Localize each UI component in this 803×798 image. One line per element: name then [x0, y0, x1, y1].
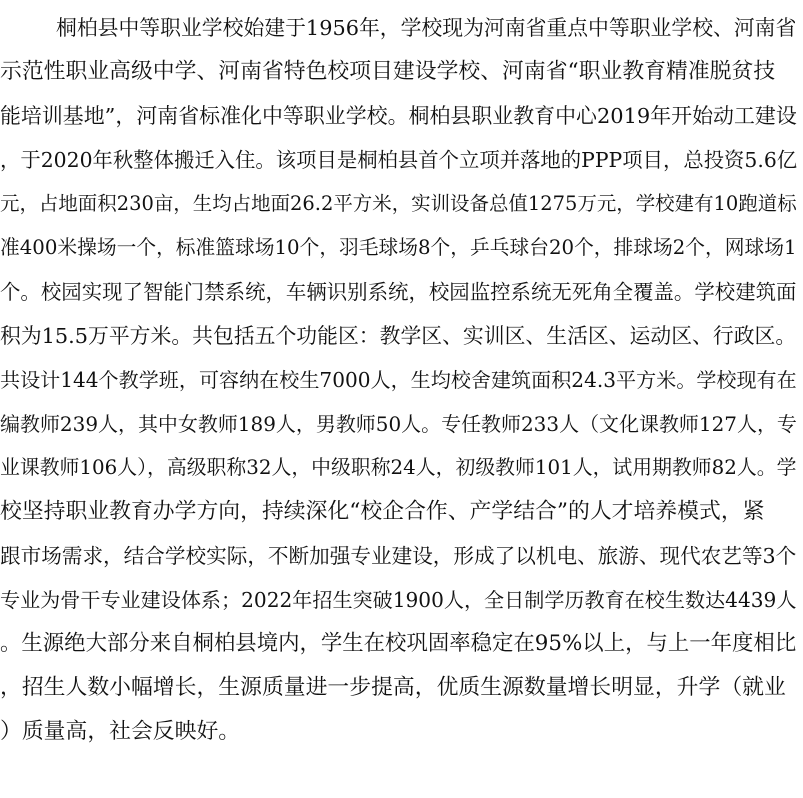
paragraph-line: 准400米操场一个，标准篮球场10个，羽毛球场8个，乒乓球台20个，排球场2个，网球场1 [0, 236, 797, 259]
paragraph-line: 编教师239人，其中女教师189人，男教师50人。专任教师233人（文化课教师127人，专 [0, 412, 797, 436]
paragraph-line: 业课教师106人），高级职称32人，中级职称24人，初级教师101人，试用期教师82人。学 [0, 456, 797, 479]
paragraph-line: 。生源绝大部分来自桐柏县境内，学生在校巩固率稳定在95%以上，与上一年度相比 [0, 631, 797, 656]
paragraph-line: 专业为骨干专业建设体系；2022年招生突破1900人，全日制学历教育在校生数达4439人 [0, 588, 797, 612]
paragraph-line: 校坚持职业教育办学方向，持续深化“校企合作、产学结合”的人才培养模式，紧 [0, 499, 765, 524]
paragraph-line: 桐柏县中等职业学校始建于1956年，学校现为河南省重点中等职业学校、河南省 [56, 16, 797, 40]
paragraph-line: ，于2020年秋整体搬迁入住。该项目是桐柏县首个立项并落地的PPP项目，总投资5.6亿 [0, 148, 798, 172]
paragraph-line: ，招生人数小幅增长，生源质量进一步提高，优质生源数量增长明显，升学（就业 [0, 675, 786, 700]
paragraph-line: ）质量高，社会反映好。 [0, 719, 241, 744]
paragraph-line: 积为15.5万平方米。共包括五个功能区：教学区、实训区、生活区、运动区、行政区。 [0, 324, 797, 348]
paragraph-line: 跟市场需求，结合学校实际，不断加强专业建设，形成了以机电、旅游、现代农艺等3个 [0, 544, 797, 568]
paragraph-line: 示范性职业高级中学、河南省特色校项目建设学校、河南省“职业教育精准脱贫技 [0, 59, 776, 84]
paragraph-line: 个。校园实现了智能门禁系统，车辆识别系统，校园监控系统无死角全覆盖。学校建筑面 [0, 280, 797, 304]
paragraph-line: 能培训基地”，河南省标准化中等职业学校。桐柏县职业教育中心2019年开始动工建设 [0, 104, 797, 128]
paragraph-line: 共设计144个教学班，可容纳在校生7000人，生均校舍建筑面积24.3平方米。学校现有在 [0, 368, 797, 392]
paragraph-line: 元，占地面积230亩，生均占地面26.2平方米，实训设备总值1275万元，学校建有10跑道标 [0, 192, 797, 215]
